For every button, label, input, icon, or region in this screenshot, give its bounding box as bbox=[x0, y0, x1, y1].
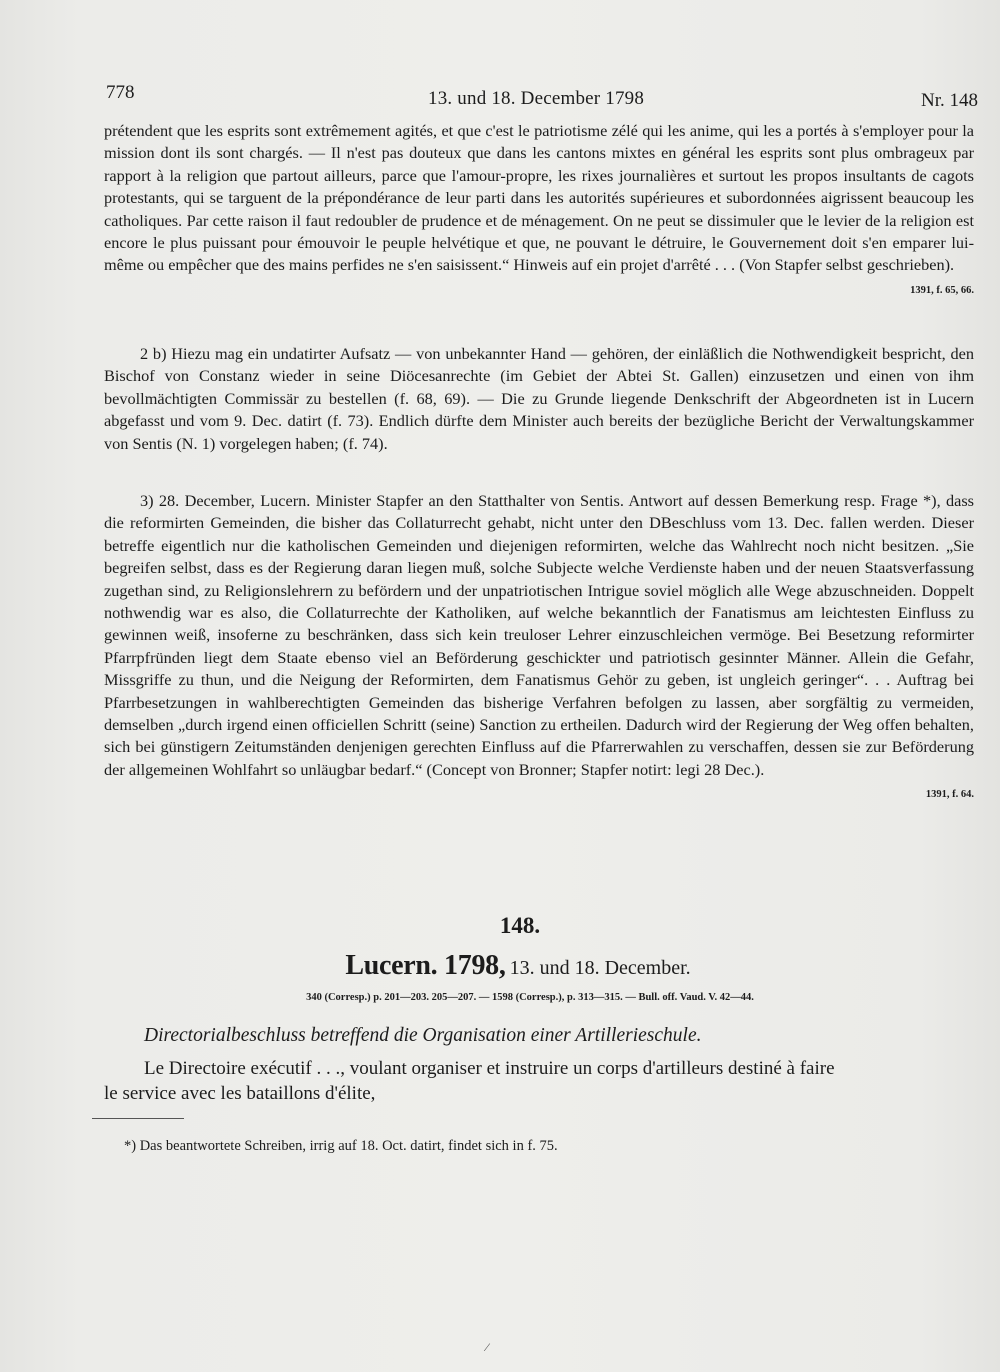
page-header bbox=[106, 82, 978, 112]
entry-body-line: le service avec les bataillons d'élite, bbox=[104, 1083, 376, 1104]
entry-place-year: Lucern. 1798, bbox=[345, 950, 506, 981]
entry-body bbox=[104, 1056, 974, 1106]
paragraph-text: 2 b) Hiezu mag ein undatirter Aufsatz — von unbekannter Hand — gehören, der einläßlich die Nothwendigkeit bespricht, den Bischof von Constanz wieder in seine Diöcesanrechte (im Gebiet der Abtei St. Gallen) einzusetzen und einen von ihm bevollmächtigten Commissär zu bestellen (f. 68, 69). — Die zu Grunde liegende Denkschrift der Abgeordneten ist in Lucern abgefasst und vom 9. Dec. datirt (f. 73). Endlich dürfte dem Minister auch bereits der bezügliche Bericht der Verwaltungskammer von Sentis (N. 1) vorgelegen haben; (f. 74). bbox=[104, 344, 974, 453]
entry-number: 148. bbox=[499, 913, 541, 938]
entry-heading bbox=[0, 950, 1000, 982]
entry-dates: 13. und 18. December. bbox=[509, 957, 691, 979]
footnote: *) Das beantwortete Schreiben, irrig auf 18. Oct. datirt, findet sich in f. 75. bbox=[124, 1138, 558, 1154]
page-number: 778 bbox=[106, 82, 135, 103]
archive-reference: 1391, f. 64. bbox=[925, 789, 974, 801]
archive-reference: 1391, f. 65, 66. bbox=[910, 284, 974, 296]
entry-sources: 340 (Corresp.) p. 201—203. 205—207. — 1598 (Corresp.), p. 313—315. — Bull. off. Vaud. V. 42—44. bbox=[306, 992, 754, 1003]
paragraph-3 bbox=[104, 490, 974, 807]
paragraph-stapfer-report bbox=[104, 120, 974, 302]
header-date: 13. und 18. December 1798 bbox=[428, 88, 645, 109]
footnote-divider bbox=[92, 1118, 184, 1119]
paragraph-text: prétendent que les esprits sont extrêmement agités, et que c'est le patriotisme zélé qui les anime, qui les a portés à s'employer pour la mission dont ils sont chargés. — Il n'est pas douteux que dans les cantons mixtes en général les esprits sont plus ombrageux par rapport à la religion que partout ailleurs, parce que l'amour-propre, les rixes journalières et surtout les propos insultants de cagots protestants, qui se targuent de la prépondérance de leur parti dans les autorités supérieures et subordonnées aigrissent beaucoup les catholiques. Par cette raison il faut redoubler de prudence et de ménagement. On ne peut se dissimuler que le levier de la religion est encore le plus puissant pour émouvoir le peuple helvétique et que, ne pouvant le détruire, le Gouvernement doit s'en emparer lui-même ou empêcher que des mains perfides ne s'en saisissent.“ Hinweis auf ein projet d'arrêté . . . (Von Stapfer selbst geschrieben). bbox=[104, 121, 974, 275]
paragraph-2b bbox=[104, 343, 974, 455]
header-entry-number: Nr. 148 bbox=[921, 90, 978, 111]
print-mark: ⁄ bbox=[486, 1340, 489, 1354]
entry-subject: Directorialbeschluss betreffend die Organisation einer Artillerieschule. bbox=[144, 1025, 702, 1046]
entry-body-line: Le Directoire exécutif . . ., voulant organiser et instruire un corps d'artilleurs destiné à faire bbox=[144, 1058, 835, 1079]
paragraph-text: 3) 28. December, Lucern. Minister Stapfer an den Statthalter von Sentis. Antwort auf dessen Bemerkung resp. Frage *), dass die reformirten Gemeinden, die bisher das Collaturrecht gehabt, nicht unter den DBeschluss vom 13. Dec. fallen werden. Dieser betreffe eigentlich nur die katholischen Gemeinden und diejenigen reformirten, welche das Wahlrecht noch nicht besitzen. „Sie begreifen selbst, dass es der Regierung daran liegen muß, solche Subjecte welche Verdienste haben und der neuen Staatsverfassung zugethan sind, zu Religionslehrern zu befördern und der unpatriotischen Intrigue soviel möglich alle Wege abzuschneiden. Doppelt nothwendig war es also, die Collaturrechte der Katholiken, auf welche bekanntlich der Fanatismus am leichtesten Einfluss zu gewinnen weiß, insoferne zu beschränken, dass sich kein treuloser Lehrer einzuschleichen vermöge. Bei Besetzung reformirter Pfarrpfründen liegt dem Staate ebenso viel an Beförderung geschickter und patriotisch gesinnter Männer. Allein die Gefahr, Missgriffe zu thun, und die Neigung der Reformirten, dem Fanatismus Gehör zu geben, ist ungleich geringer“. . . Auftrag bei Pfarrbesetzungen in wahlberechtigten Gemeinden das bisherige Verfahren befolgen zu lassen, aber sorgfältig zu vermeiden, demselben „durch irgend einen officiellen Schritt (seine) Sanction zu ertheilen. Dadurch wird der Regierung der Weg offen behalten, sich bei günstigern Zeitumständen denjenigen gerechten Einfluss auf die Pfarrerwahlen zu verschaffen, dessen sie zur Beförderung der allgemeinen Wohlfahrt so unläugbar bedarf.“ (Concept von Bronner; Stapfer notirt: legi 28 Dec.). bbox=[104, 491, 974, 779]
